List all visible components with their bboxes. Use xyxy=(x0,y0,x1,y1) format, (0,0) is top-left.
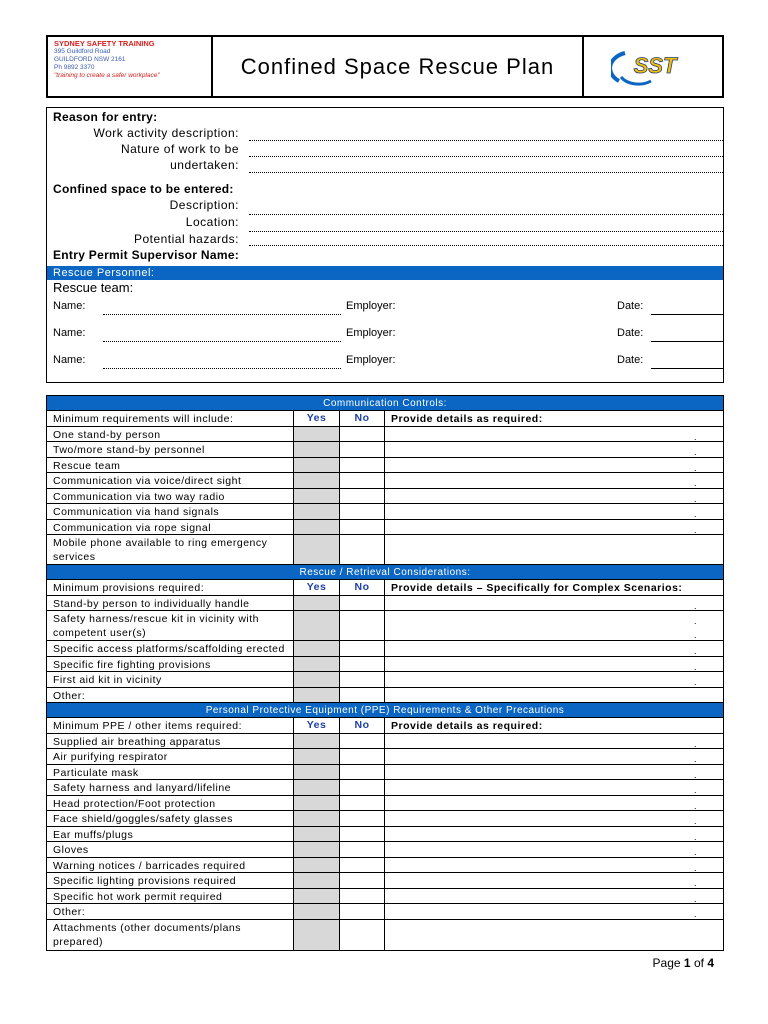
no-cell[interactable] xyxy=(340,688,385,703)
no-cell[interactable] xyxy=(340,535,385,564)
no-cell[interactable] xyxy=(340,473,385,488)
table-row xyxy=(47,442,723,458)
comms-col-no: No xyxy=(340,411,385,426)
date-label-2: Date: xyxy=(617,327,644,339)
details-cell[interactable]: . xyxy=(693,738,697,749)
no-cell[interactable] xyxy=(340,749,385,764)
supervisor-label: Entry Permit Supervisor Name: xyxy=(53,248,240,262)
table-row xyxy=(47,672,723,688)
table-row xyxy=(47,920,723,950)
name-label-3: Name: xyxy=(53,354,86,366)
yes-cell[interactable] xyxy=(294,672,340,687)
details-cell[interactable] xyxy=(385,535,723,564)
details-cell[interactable]: . xyxy=(693,909,697,919)
details-cell[interactable]: . xyxy=(693,816,697,826)
company-address-1: 395 Guildford Road xyxy=(54,48,111,55)
details-cell[interactable]: . . xyxy=(693,616,697,640)
yes-cell[interactable] xyxy=(294,458,340,473)
retrieval-item: Safety harness/rescue kit in vicinity with competent user(s) xyxy=(47,611,294,640)
details-cell[interactable]: . xyxy=(693,493,697,504)
retrieval-col-item: Minimum provisions required: xyxy=(47,580,294,595)
no-cell[interactable] xyxy=(340,920,385,950)
date-field-1[interactable] xyxy=(651,314,723,315)
yes-cell[interactable] xyxy=(294,489,340,504)
yes-cell[interactable] xyxy=(294,811,340,826)
table-row xyxy=(47,641,723,657)
company-address-2: GUILDFORD NSW 2161 xyxy=(54,56,126,63)
document-title: Confined Space Rescue Plan xyxy=(213,37,584,96)
details-cell[interactable] xyxy=(385,920,723,950)
page-number: 1 xyxy=(683,956,691,970)
table-row xyxy=(47,473,723,489)
details-cell[interactable] xyxy=(385,688,723,703)
employer-label-3: Employer: xyxy=(346,354,396,366)
yes-cell[interactable] xyxy=(294,889,340,904)
date-field-3[interactable] xyxy=(651,368,723,369)
date-label-3: Date: xyxy=(617,354,644,366)
ppe-item: Face shield/goggles/safety glasses xyxy=(47,811,294,826)
no-cell[interactable] xyxy=(340,641,385,656)
entry-details-section xyxy=(46,107,724,383)
table-row xyxy=(47,889,723,905)
yes-cell[interactable] xyxy=(294,765,340,780)
space-heading: Confined space to be entered: xyxy=(53,182,234,196)
name-field-1[interactable] xyxy=(103,314,341,315)
yes-cell[interactable] xyxy=(294,873,340,888)
yes-cell[interactable] xyxy=(294,780,340,795)
no-cell[interactable] xyxy=(340,858,385,873)
retrieval-col-no: No xyxy=(340,580,385,595)
document-header xyxy=(46,35,724,98)
table-row xyxy=(47,657,723,673)
description-field[interactable] xyxy=(249,214,723,215)
no-cell[interactable] xyxy=(340,611,385,640)
details-cell[interactable]: . xyxy=(693,646,697,656)
table-row xyxy=(47,749,723,765)
yes-cell[interactable] xyxy=(294,858,340,873)
table-row xyxy=(47,427,723,443)
no-cell[interactable] xyxy=(340,427,385,442)
no-cell[interactable] xyxy=(340,796,385,811)
yes-cell[interactable] xyxy=(294,473,340,488)
table-row xyxy=(47,489,723,505)
table-row xyxy=(47,904,723,920)
yes-cell[interactable] xyxy=(294,596,340,611)
ppe-item: Head protection/Foot protection xyxy=(47,796,294,811)
ppe-item: Air purifying respirator xyxy=(47,749,294,764)
yes-cell[interactable] xyxy=(294,749,340,764)
no-cell[interactable] xyxy=(340,442,385,457)
details-cell[interactable]: . xyxy=(693,462,697,473)
no-cell[interactable] xyxy=(340,657,385,672)
no-cell[interactable] xyxy=(340,504,385,519)
yes-cell[interactable] xyxy=(294,688,340,703)
retrieval-item: Stand-by person to individually handle xyxy=(47,596,294,611)
ppe-col-yes: Yes xyxy=(294,718,340,733)
sst-logo xyxy=(584,37,722,96)
table-row xyxy=(47,734,723,750)
details-cell[interactable]: . xyxy=(693,600,697,611)
reason-heading: Reason for entry: xyxy=(53,110,158,124)
table-row xyxy=(47,596,723,612)
ppe-item: Warning notices / barricades required xyxy=(47,858,294,873)
details-cell[interactable]: . xyxy=(693,847,697,857)
details-cell[interactable]: . xyxy=(693,754,697,764)
hazards-field[interactable] xyxy=(249,245,723,246)
ppe-item: Ear muffs/plugs xyxy=(47,827,294,842)
employer-label-2: Employer: xyxy=(346,327,396,339)
comms-item: Mobile phone available to ring emergency services xyxy=(47,535,294,564)
description-label: Description: xyxy=(169,198,239,212)
yes-cell[interactable] xyxy=(294,920,340,950)
yes-cell[interactable] xyxy=(294,611,340,640)
ppe-item: Specific hot work permit required xyxy=(47,889,294,904)
page-indicator xyxy=(653,956,714,970)
retrieval-item: Specific fire fighting provisions xyxy=(47,657,294,672)
table-row xyxy=(47,458,723,474)
no-cell[interactable] xyxy=(340,765,385,780)
table-row xyxy=(47,827,723,843)
nature-field-line1[interactable] xyxy=(249,156,723,157)
nature-field-line2[interactable] xyxy=(249,172,723,173)
comms-col-yes: Yes xyxy=(294,411,340,426)
ppe-col-item: Minimum PPE / other items required: xyxy=(47,718,294,733)
comms-item: One stand-by person xyxy=(47,427,294,442)
details-cell[interactable]: . xyxy=(693,524,697,535)
comms-section-header: Communication Controls: xyxy=(47,396,723,411)
details-cell[interactable]: . xyxy=(693,431,697,442)
date-label-1: Date: xyxy=(617,300,644,312)
work-activity-field[interactable] xyxy=(249,140,723,141)
comms-item: Communication via hand signals xyxy=(47,504,294,519)
details-cell[interactable]: . xyxy=(693,478,697,488)
retrieval-column-header xyxy=(47,580,723,596)
retrieval-section-header: Rescue / Retrieval Considerations: xyxy=(47,565,723,580)
yes-cell[interactable] xyxy=(294,657,340,672)
no-cell[interactable] xyxy=(340,873,385,888)
nature-label-line1: Nature of work to be xyxy=(120,142,239,156)
yes-cell[interactable] xyxy=(294,520,340,535)
comms-column-header xyxy=(47,411,723,427)
details-cell[interactable]: . xyxy=(693,785,697,795)
details-cell[interactable]: . xyxy=(693,677,697,687)
no-cell[interactable] xyxy=(340,780,385,795)
of-word: of xyxy=(693,956,704,970)
rescue-personnel-bar: Rescue Personnel: xyxy=(47,266,723,280)
table-row xyxy=(47,520,723,536)
table-row xyxy=(47,611,723,641)
yes-cell[interactable] xyxy=(294,504,340,519)
comms-col-item: Minimum requirements will include: xyxy=(47,411,294,426)
yes-cell[interactable] xyxy=(294,842,340,857)
no-cell[interactable] xyxy=(340,889,385,904)
rescue-team-label: Rescue team: xyxy=(53,280,134,295)
ppe-item: Gloves xyxy=(47,842,294,857)
ppe-item: Specific lighting provisions required xyxy=(47,873,294,888)
comms-item: Communication via two way radio xyxy=(47,489,294,504)
ppe-section-header: Personal Protective Equipment (PPE) Requirements & Other Precautions xyxy=(47,703,723,718)
details-cell[interactable]: . xyxy=(693,831,697,842)
yes-cell[interactable] xyxy=(294,535,340,564)
comms-item: Rescue team xyxy=(47,458,294,473)
company-tagline: "training to create a safer workplace" xyxy=(54,72,160,79)
table-row xyxy=(47,688,723,704)
company-name: SYDNEY SAFETY TRAINING xyxy=(54,39,155,48)
table-row xyxy=(47,811,723,827)
table-row xyxy=(47,842,723,858)
checklist-table xyxy=(46,395,724,951)
no-cell[interactable] xyxy=(340,596,385,611)
page-total: 4 xyxy=(707,956,714,970)
ppe-item: Other: xyxy=(47,904,294,919)
retrieval-item: Other: xyxy=(47,688,294,703)
details-cell[interactable]: . xyxy=(693,769,697,780)
comms-item: Communication via voice/direct sight xyxy=(47,473,294,488)
comms-col-details: Provide details as required: xyxy=(391,413,543,425)
yes-cell[interactable] xyxy=(294,904,340,919)
details-cell[interactable]: . xyxy=(693,509,697,519)
ppe-column-header xyxy=(47,718,723,734)
details-cell[interactable]: . xyxy=(693,661,697,672)
ppe-item: Supplied air breathing apparatus xyxy=(47,734,294,749)
work-activity-label: Work activity description: xyxy=(93,126,239,140)
comms-item: Communication via rope signal xyxy=(47,520,294,535)
no-cell[interactable] xyxy=(340,734,385,749)
table-row xyxy=(47,858,723,874)
no-cell[interactable] xyxy=(340,811,385,826)
yes-cell[interactable] xyxy=(294,827,340,842)
ppe-item: Safety harness and lanyard/lifeline xyxy=(47,780,294,795)
no-cell[interactable] xyxy=(340,842,385,857)
yes-cell[interactable] xyxy=(294,641,340,656)
table-row xyxy=(47,504,723,520)
no-cell[interactable] xyxy=(340,904,385,919)
no-cell[interactable] xyxy=(340,489,385,504)
name-label-2: Name: xyxy=(53,327,86,339)
page-word: Page xyxy=(652,956,681,970)
no-cell[interactable] xyxy=(340,672,385,687)
retrieval-col-details: Provide details – Specifically for Complex Scenarios: xyxy=(391,582,683,594)
date-field-2[interactable] xyxy=(651,341,723,342)
name-field-2[interactable] xyxy=(103,341,341,342)
table-row xyxy=(47,796,723,812)
hazards-label: Potential hazards: xyxy=(133,232,239,246)
yes-cell[interactable] xyxy=(294,442,340,457)
no-cell[interactable] xyxy=(340,827,385,842)
employer-label-1: Employer: xyxy=(346,300,396,312)
yes-cell[interactable] xyxy=(294,427,340,442)
company-phone: Ph 9892 3370 xyxy=(54,64,95,71)
yes-cell[interactable] xyxy=(294,796,340,811)
name-field-3[interactable] xyxy=(103,368,341,369)
comms-item: Two/more stand-by personnel xyxy=(47,442,294,457)
company-info xyxy=(48,37,213,96)
details-cell[interactable]: . xyxy=(693,862,697,873)
name-label-1: Name: xyxy=(53,300,86,312)
retrieval-item: Specific access platforms/scaffolding erected xyxy=(47,641,294,656)
table-row xyxy=(47,535,723,565)
retrieval-col-yes: Yes xyxy=(294,580,340,595)
details-cell[interactable]: . xyxy=(693,878,697,888)
no-cell[interactable] xyxy=(340,458,385,473)
table-row xyxy=(47,780,723,796)
no-cell[interactable] xyxy=(340,520,385,535)
ppe-col-no: No xyxy=(340,718,385,733)
retrieval-item: First aid kit in vicinity xyxy=(47,672,294,687)
yes-cell[interactable] xyxy=(294,734,340,749)
ppe-col-details: Provide details as required: xyxy=(391,720,543,732)
location-field[interactable] xyxy=(249,231,723,232)
details-cell[interactable]: . xyxy=(693,447,697,457)
location-label: Location: xyxy=(185,215,239,229)
logo-text: SST xyxy=(633,52,677,78)
table-row xyxy=(47,765,723,781)
nature-label-line2: undertaken: xyxy=(170,158,239,172)
ppe-item: Attachments (other documents/plans prepared) xyxy=(47,920,294,950)
ppe-item: Particulate mask xyxy=(47,765,294,780)
table-row xyxy=(47,873,723,889)
details-cell[interactable]: . xyxy=(693,893,697,904)
details-cell[interactable]: . xyxy=(693,800,697,811)
